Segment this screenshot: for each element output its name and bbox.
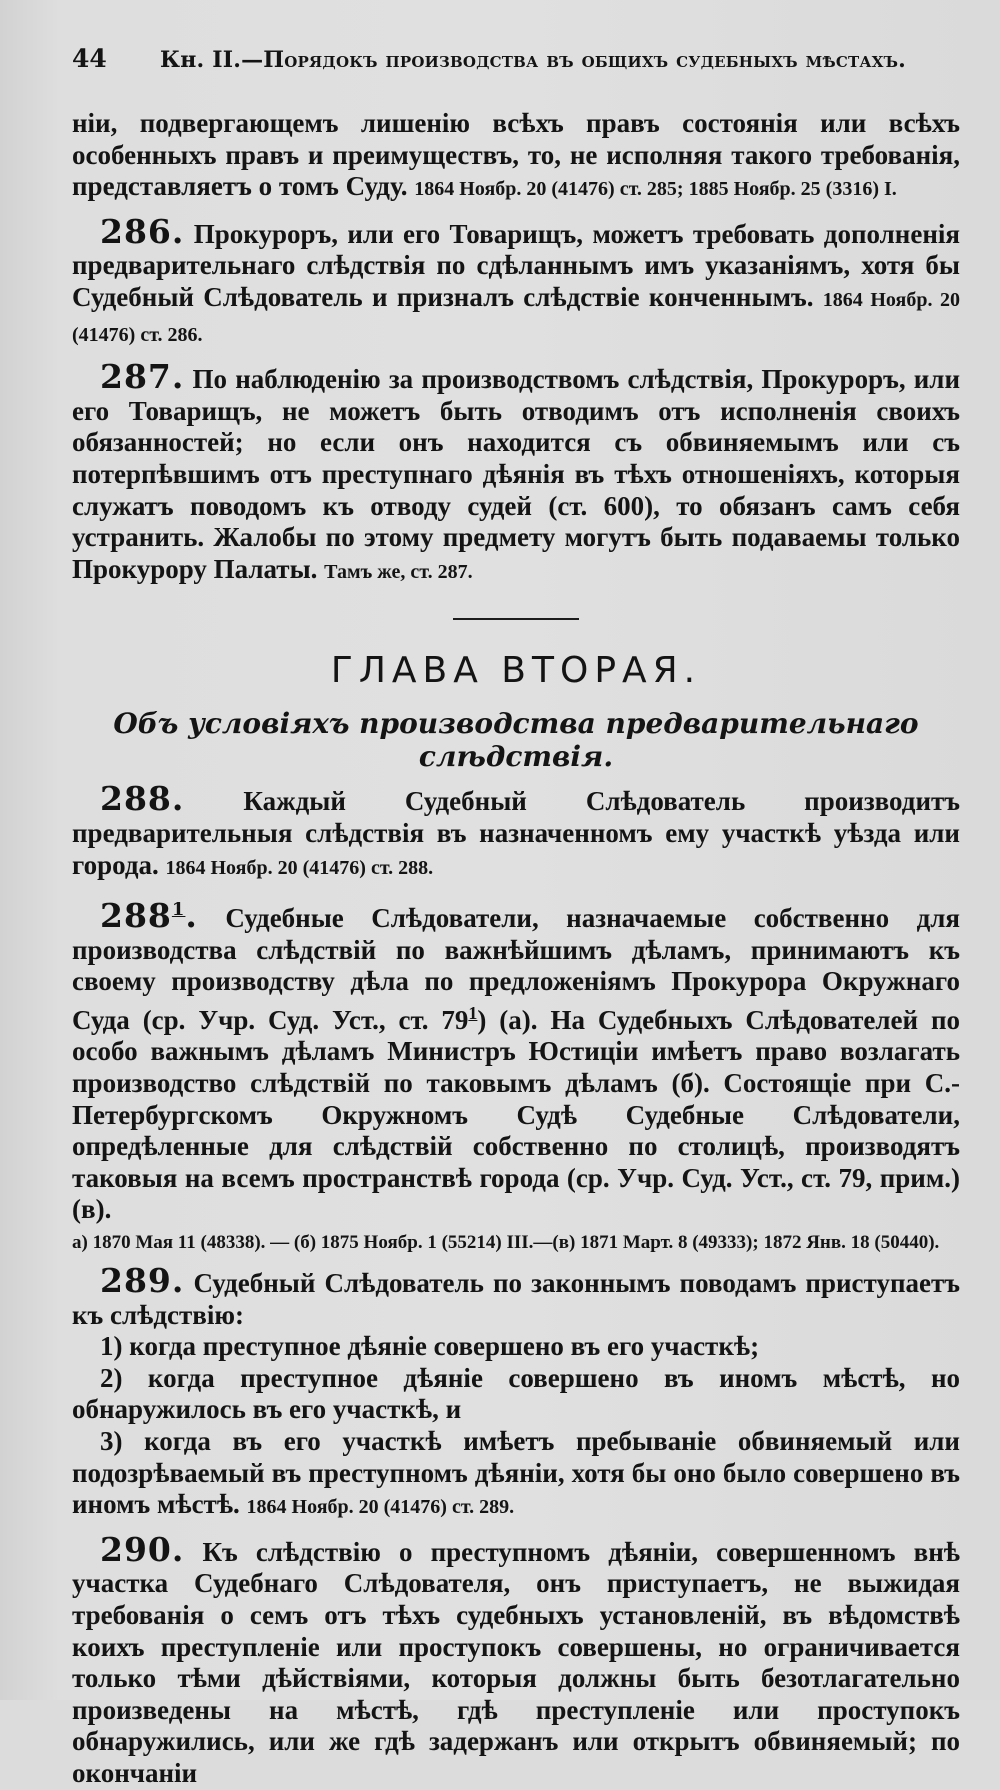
article-288-1 [72,894,960,1226]
article-number-superscript: 1 [171,899,186,921]
article-289 [72,1261,960,1331]
chapter-heading: ГЛАВА ВТОРАЯ. [330,650,702,692]
article-289-item [72,1426,960,1524]
article-text: Судебный Слѣдователь по законнымъ поводамъ приступаетъ къ слѣдствію: [72,1268,960,1330]
article-text: Каждый Судебный Слѣдователь производитъ предварительныя слѣдствія въ назначенномъ ему участкѣ уѣзда или города. [72,786,961,880]
article-citation: 1864 Ноябр. 20 (41476) ст. 288. [165,856,434,879]
article-citation: 1864 Ноябр. 20 (41476) ст. 286. [72,288,961,346]
intro-paragraph [72,108,960,206]
page-number: 44 [72,44,107,73]
reference-superscript: 1 [468,1002,478,1023]
article-number: 286. [100,211,185,251]
article-number: 290. [100,1529,185,1569]
intro-citation: 1864 Ноябр. 20 (41476) ст. 285; 1885 Ноябр. 25 (3316) I. [414,178,897,201]
article-287 [72,357,961,588]
page-header [72,44,960,84]
article-288-1-footnote: а) 1870 Мая 11 (48338). — (б) 1875 Ноябр. 1 (55214) III.—(в) 1871 Март. 8 (49333); 1872 Янв. 18 (50440). [72,1232,940,1254]
article-text: По наблюденію за производствомъ слѣдствія, Прокуроръ, или его Товарищъ, не можетъ быть отводимъ отъ исполненія своихъ обязанностей; но если онъ находится съ обвиняемымъ или съ потерпѣвшимъ отъ преступнаго дѣянія въ тѣхъ отношеніяхъ, которыя служатъ поводомъ къ отводу судей (ст. 600), то обязанъ самъ себя устранить. Жалобы по этому предмету могутъ быть подаваемы только Прокурору Палаты. [72,364,961,584]
intro-text: ніи, подвергающемъ лишенію всѣхъ правъ состоянія или всѣхъ особенныхъ правъ и преимуществъ, то, не исполняя такого требованія, представляетъ о томъ Суду. [72,108,960,202]
article-289-item: 1) когда преступное дѣяніе совершено въ его участкѣ; [100,1331,760,1362]
chapter-title: Объ условіяхъ производства предварительнаго слѣдствія. [113,707,919,774]
article-number-base: 288 [100,896,172,936]
article-text-part-a: Судебные Слѣдователи, назначаемые собственно для производства слѣдствій по важнѣйшимъ дѣламъ, принимаютъ къ своему производству дѣла по предложеніямъ Прокурора Окружнаго Суда (ср. Учр. Суд. Уст., ст. 79 [72,903,960,1035]
section-divider [453,618,579,620]
article-number: 289. [100,1261,185,1301]
running-head-title: Порядокъ производства въ общихъ судебныхъ мѣстахъ. [263,47,907,73]
article-289-item: 2) когда преступное дѣяніе совершено въ иномъ мѣстѣ, но обнаружилось въ его участкѣ, и [72,1362,960,1425]
article-number: 287. [100,357,185,397]
article-citation: Тамъ же, ст. 287. [324,560,473,583]
article-290 [72,1529,960,1790]
running-head [160,47,906,73]
article-text-part-b: ) (а). На Судебныхъ Слѣдователей по особо важнымъ дѣламъ Министръ Юстиціи имѣетъ право возлагать производство слѣдствій по таковымъ дѣламъ (б). Состоящіе при С.-Петербургскомъ Окружномъ Судѣ Судебные Слѣдователи, опредѣленные для слѣдствій собственно по столицѣ, производятъ таковыя на всемъ пространствѣ города (ср. Учр. Суд. Уст., ст. 79, прим.) (в). [72,1004,960,1225]
article-number: 288. [100,779,185,819]
article-text: Къ слѣдствію о преступномъ дѣяніи, совершенномъ внѣ участка Судебнаго Слѣдователя, онъ приступаетъ, не выжидая требованія о семъ отъ тѣхъ судебныхъ установленій, въ вѣдомствѣ коихъ преступленіе или проступокъ совершены, но ограничивается только тѣми дѣйствіями, которыя должны быть безотлагательно произведены на мѣстѣ, гдѣ преступленіе или проступокъ обнаружились, или же гдѣ задержанъ или открытъ обвиняемый; по окончаніи [72,1536,960,1788]
running-head-prefix: Кн. II.— [160,47,264,73]
article-number: $288^1$. [100,896,198,936]
article-citation: 1864 Ноябр. 20 (41476) ст. 289. [246,1496,515,1519]
article-288 [72,779,961,884]
article-text: Прокуроръ, или его Товарищъ, можетъ требовать дополненія предварительнаго слѣдствія по сдѣланнымъ имъ указаніямъ, хотя бы Судебный Слѣдователь и призналъ слѣдствіе конченнымъ. [72,218,960,312]
item-text: 3) когда въ его участкѣ имѣетъ пребываніе обвиняемый или подозрѣваемый въ преступномъ дѣяніи, хотя бы оно было совершено въ иномъ мѣстѣ. [72,1426,960,1520]
article-286 [72,211,961,351]
